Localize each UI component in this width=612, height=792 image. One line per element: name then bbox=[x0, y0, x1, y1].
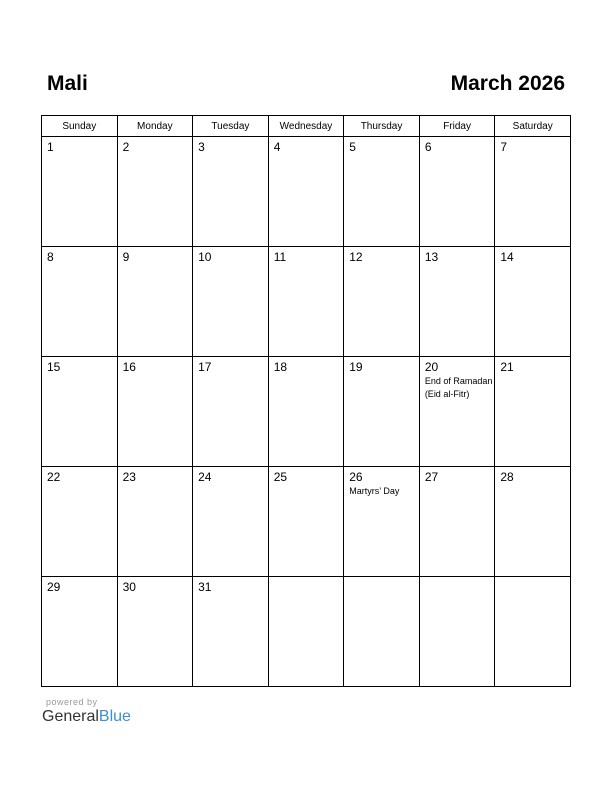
day-number: 26 bbox=[349, 470, 363, 484]
day-number: 30 bbox=[122, 580, 136, 594]
day-number: 13 bbox=[424, 250, 439, 264]
holiday-label: End of Ramadan (Eid al-Fitr) bbox=[424, 376, 493, 399]
day-cell bbox=[42, 577, 118, 687]
day-number: 31 bbox=[198, 580, 212, 594]
weekday-header: Saturday bbox=[495, 116, 571, 137]
day-number bbox=[344, 577, 419, 580]
day-cell bbox=[495, 577, 571, 687]
day-number bbox=[495, 577, 570, 580]
day-cell bbox=[117, 467, 193, 577]
weekday-header: Wednesday bbox=[268, 116, 344, 137]
day-cell bbox=[268, 357, 344, 467]
day-cell bbox=[344, 137, 420, 247]
day-number: 4 bbox=[273, 140, 281, 154]
powered-by-label: powered by bbox=[46, 697, 98, 707]
day-number: 19 bbox=[349, 360, 363, 374]
day-cell bbox=[419, 247, 495, 357]
day-number: 12 bbox=[349, 250, 363, 264]
brand-general-text: General bbox=[42, 708, 99, 725]
day-number: 2 bbox=[122, 140, 130, 154]
day-number: 1 bbox=[47, 140, 54, 154]
day-cell bbox=[193, 577, 269, 687]
weekday-header: Sunday bbox=[42, 116, 118, 137]
day-cell bbox=[42, 247, 118, 357]
day-number: 28 bbox=[500, 470, 514, 484]
week-row bbox=[42, 467, 571, 577]
day-number: 8 bbox=[47, 250, 54, 264]
weekday-header: Monday bbox=[117, 116, 193, 137]
day-number: 20 bbox=[424, 360, 439, 374]
day-cell bbox=[193, 247, 269, 357]
weekday-header: Thursday bbox=[344, 116, 420, 137]
day-number: 17 bbox=[198, 360, 212, 374]
day-cell bbox=[193, 357, 269, 467]
day-cell bbox=[419, 467, 495, 577]
day-cell bbox=[117, 577, 193, 687]
day-cell bbox=[268, 577, 344, 687]
day-cell bbox=[193, 467, 269, 577]
day-cell bbox=[495, 247, 571, 357]
day-number: 9 bbox=[122, 250, 130, 264]
country-title: Mali bbox=[47, 72, 88, 95]
week-row bbox=[42, 247, 571, 357]
day-number: 22 bbox=[47, 470, 61, 484]
day-number: 18 bbox=[273, 360, 288, 374]
day-number: 16 bbox=[122, 360, 136, 374]
day-number: 10 bbox=[198, 250, 212, 264]
day-number bbox=[269, 577, 344, 580]
day-number: 7 bbox=[500, 140, 508, 154]
day-cell bbox=[419, 577, 495, 687]
day-number: 14 bbox=[500, 250, 514, 264]
week-row bbox=[42, 137, 571, 247]
day-cell bbox=[495, 467, 571, 577]
weekday-header: Friday bbox=[419, 116, 495, 137]
day-number: 3 bbox=[198, 140, 205, 154]
day-number: 5 bbox=[349, 140, 356, 154]
calendar-grid bbox=[41, 115, 571, 687]
day-cell bbox=[268, 467, 344, 577]
day-number: 23 bbox=[122, 470, 136, 484]
day-cell bbox=[117, 357, 193, 467]
day-cell bbox=[268, 137, 344, 247]
day-number bbox=[420, 577, 495, 580]
day-cell bbox=[117, 247, 193, 357]
brand-blue-text: Blue bbox=[98, 708, 131, 725]
month-title: March 2026 bbox=[450, 72, 565, 95]
day-cell bbox=[42, 137, 118, 247]
day-number: 24 bbox=[198, 470, 212, 484]
day-cell bbox=[117, 137, 193, 247]
day-number: 27 bbox=[424, 470, 439, 484]
day-cell bbox=[419, 137, 495, 247]
day-number: 21 bbox=[500, 360, 514, 374]
holiday-label: Martyrs’ Day bbox=[349, 486, 400, 496]
day-cell bbox=[42, 467, 118, 577]
day-cell bbox=[344, 357, 420, 467]
week-row bbox=[42, 577, 571, 687]
day-cell bbox=[344, 467, 420, 577]
week-row bbox=[42, 357, 571, 467]
day-cell bbox=[344, 577, 420, 687]
day-cell bbox=[344, 247, 420, 357]
day-cell bbox=[42, 357, 118, 467]
day-cell bbox=[419, 357, 495, 467]
day-cell bbox=[268, 247, 344, 357]
day-number: 15 bbox=[47, 360, 61, 374]
day-number: 11 bbox=[273, 250, 287, 264]
brand-logo[interactable] bbox=[42, 708, 131, 726]
day-number: 25 bbox=[273, 470, 288, 484]
day-cell bbox=[193, 137, 269, 247]
day-cell bbox=[495, 137, 571, 247]
day-number: 6 bbox=[424, 140, 432, 154]
weekday-header: Tuesday bbox=[193, 116, 269, 137]
weekday-header-row bbox=[42, 116, 571, 137]
day-cell bbox=[495, 357, 571, 467]
day-number: 29 bbox=[47, 580, 61, 594]
